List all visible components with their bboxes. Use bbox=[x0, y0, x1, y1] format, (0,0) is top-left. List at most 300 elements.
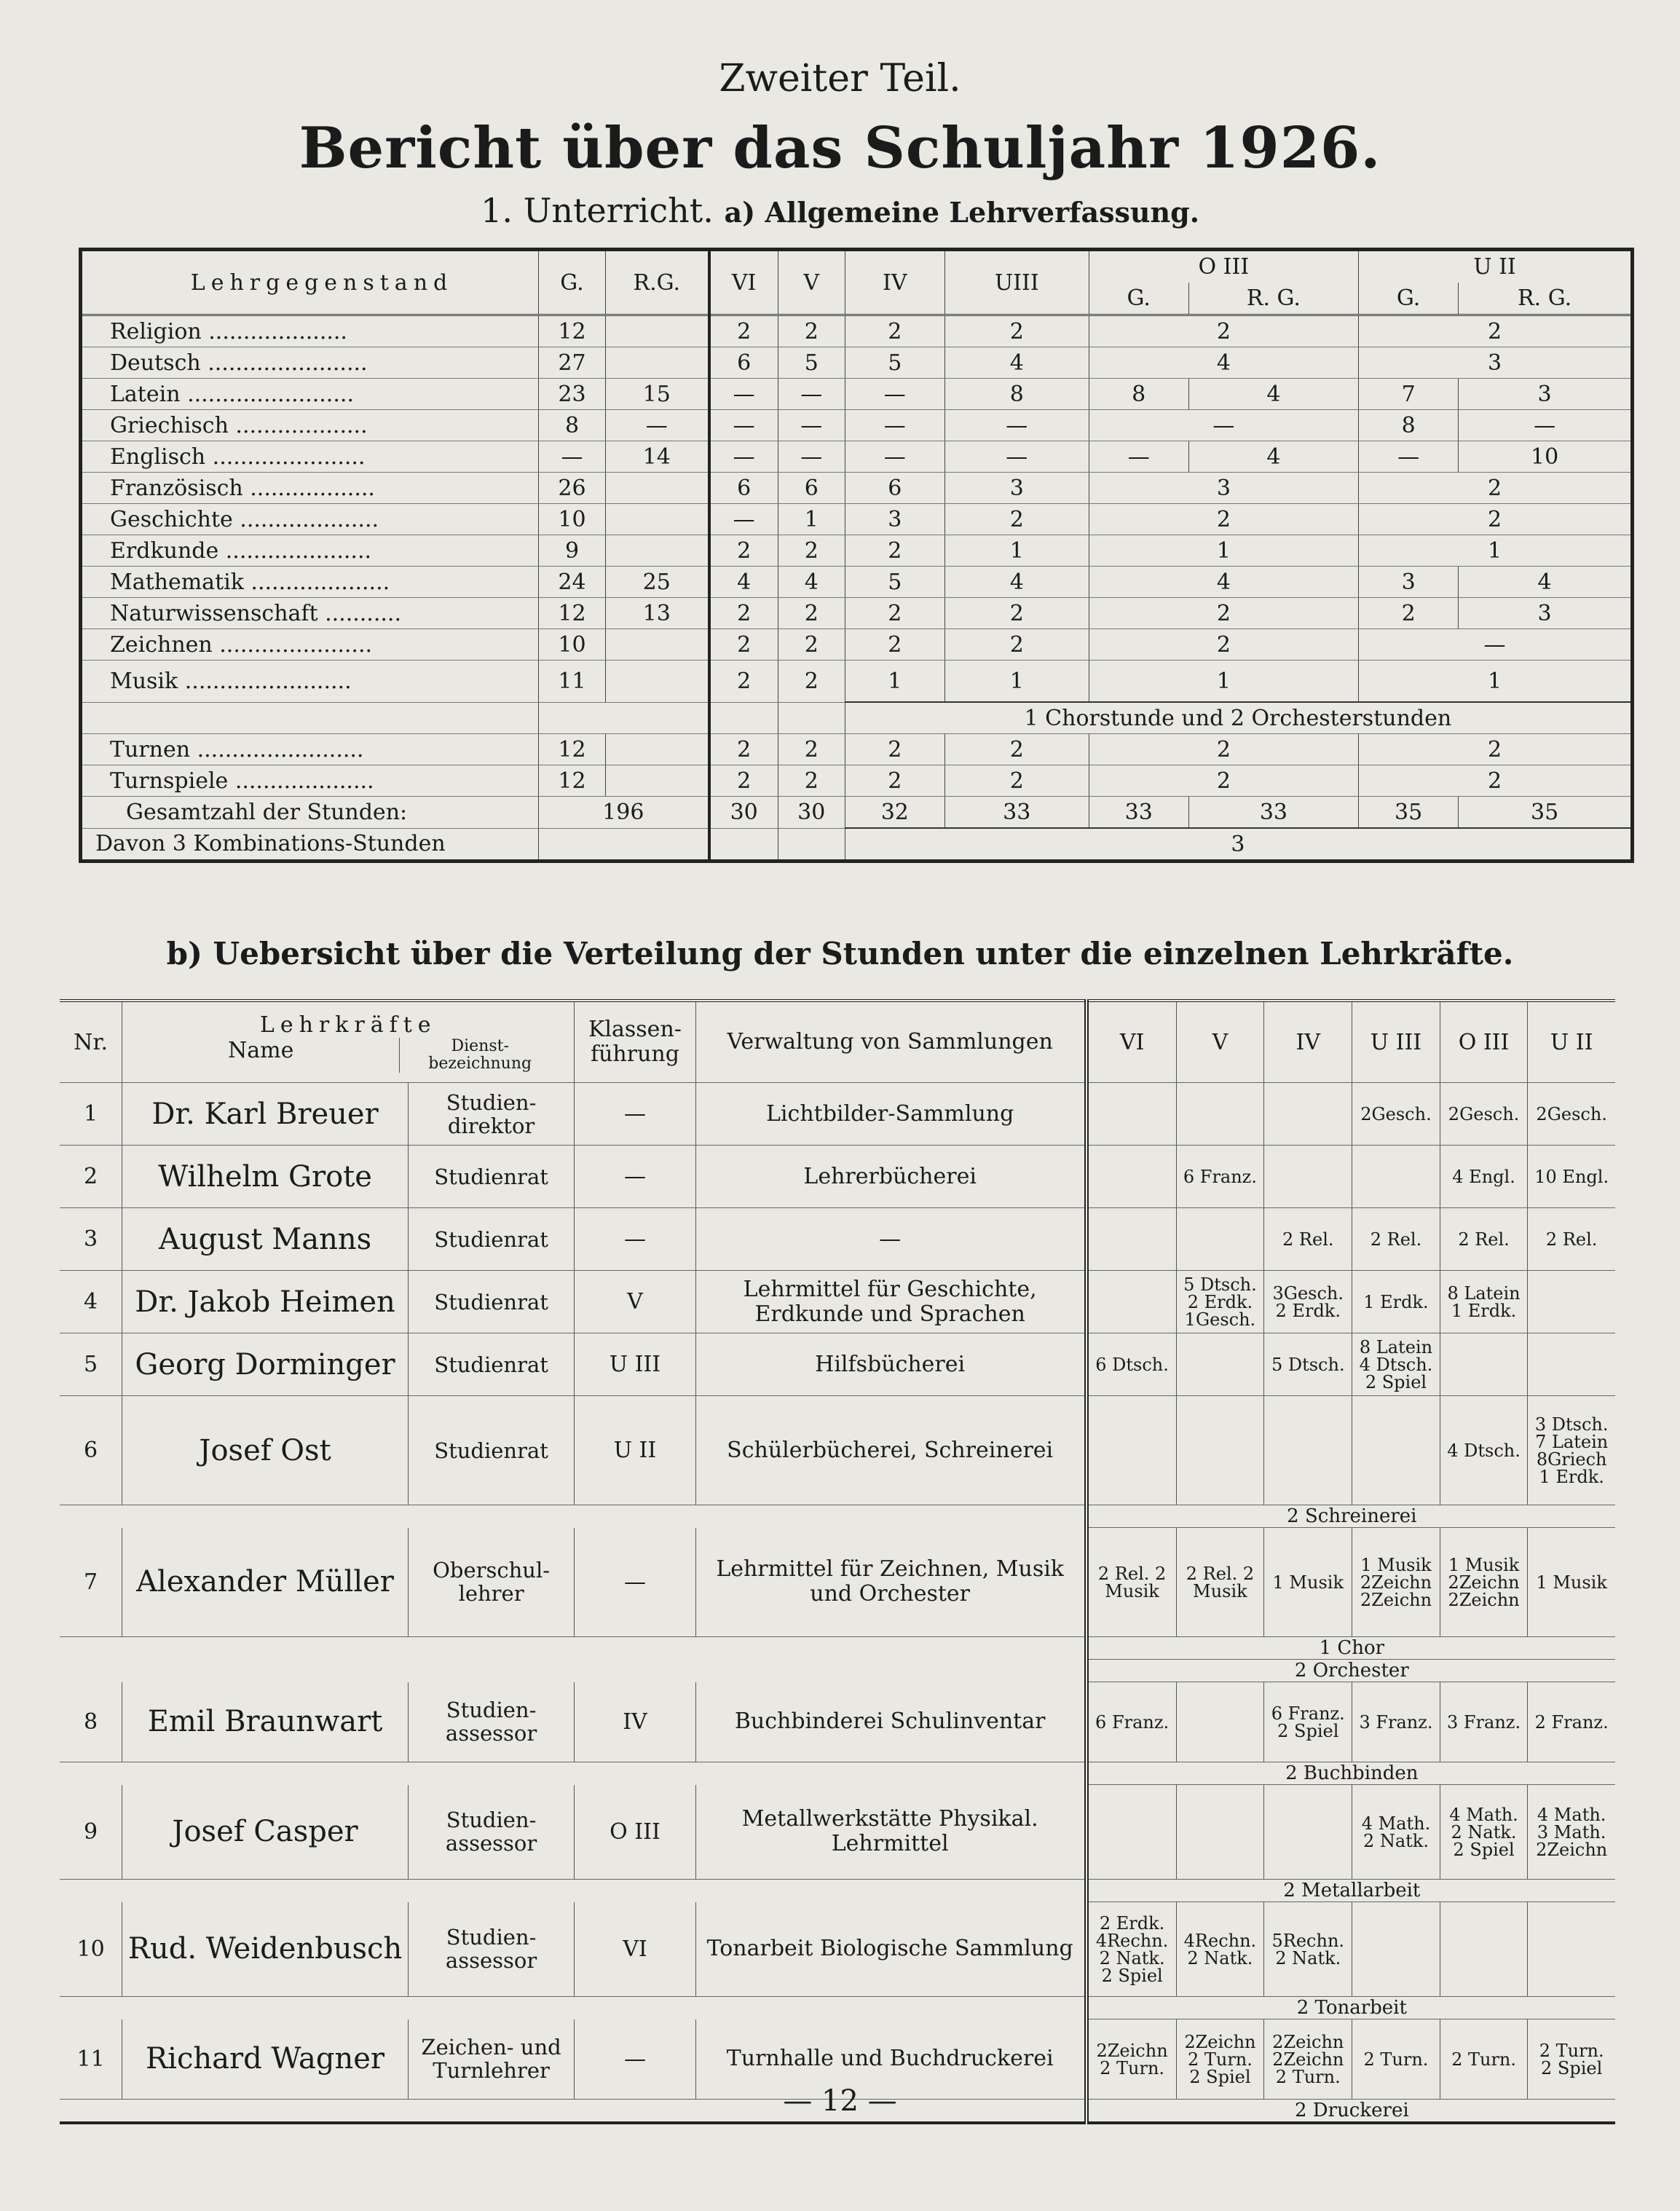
cell-uii_g: 1 bbox=[1359, 535, 1633, 567]
cell-vi bbox=[1087, 1396, 1176, 1505]
cell-rank: Studienrat bbox=[408, 1146, 574, 1208]
cell-iv: — bbox=[845, 410, 944, 441]
cell-g: — bbox=[539, 441, 606, 473]
cell-oiii bbox=[1440, 1902, 1528, 1997]
cell-subject: Latein ........................ bbox=[81, 379, 539, 410]
cell-g: 12 bbox=[539, 315, 606, 347]
cell-iv: 3Gesch. 2 Erdk. bbox=[1264, 1271, 1352, 1333]
cell-uiii: 2 bbox=[944, 629, 1089, 661]
cell-cls: — bbox=[575, 1146, 695, 1208]
cell-name: Dr. Karl Breuer bbox=[122, 1083, 409, 1146]
cell-uii_rg: 3 bbox=[1459, 598, 1633, 629]
cell-vi: 2 bbox=[709, 535, 778, 567]
cell-nr: 4 bbox=[60, 1271, 122, 1333]
cell-uii: 3 Dtsch. 7 Latein 8Griech 1 Erdk. bbox=[1528, 1396, 1615, 1505]
cell-cls: — bbox=[575, 1083, 695, 1146]
cell-uii_rg: — bbox=[1459, 410, 1633, 441]
cell-name: Rud. Weidenbusch bbox=[122, 1902, 409, 1997]
cell-v: 2Zeichn 2 Turn. 2 Spiel bbox=[1176, 2019, 1264, 2100]
teacher-body bbox=[60, 1083, 1615, 2124]
cell-uiii: 4 bbox=[944, 347, 1089, 379]
cell-uii: 1 Musik bbox=[1528, 1528, 1615, 1637]
col-uii: U II bbox=[1359, 250, 1633, 283]
group-note-row bbox=[60, 1660, 1615, 1682]
subject-row bbox=[81, 315, 1633, 347]
teacher-row bbox=[60, 1396, 1615, 1505]
cell-uiii: 1 Erdk. bbox=[1352, 1271, 1440, 1333]
cell-uii: 2 Rel. bbox=[1528, 1208, 1615, 1271]
cell-subject: Griechisch ................... bbox=[81, 410, 539, 441]
cell-nr: 1 bbox=[60, 1083, 122, 1146]
col-iv: IV bbox=[845, 250, 944, 315]
cell-iv: 6 Franz. 2 Spiel bbox=[1264, 1682, 1352, 1762]
cell-vi: 2 Rel. 2 Musik bbox=[1087, 1528, 1176, 1637]
cell-uiii: 2Gesch. bbox=[1352, 1083, 1440, 1146]
cell-oiii: 4 Engl. bbox=[1440, 1146, 1528, 1208]
cell-nr: 2 bbox=[60, 1146, 122, 1208]
curriculum-table bbox=[79, 248, 1634, 863]
cell-coll: Lehrmittel für Geschichte, Erdkunde und Sprachen bbox=[695, 1271, 1087, 1333]
cell-g: 23 bbox=[539, 379, 606, 410]
cell-coll: Tonarbeit Biologische Sammlung bbox=[695, 1902, 1087, 1997]
cell-v: 2 bbox=[778, 629, 845, 661]
sub-uii-rg: R. G. bbox=[1459, 283, 1633, 315]
col-b-oiii: O III bbox=[1440, 1001, 1528, 1083]
cell-vi: 6 Dtsch. bbox=[1087, 1333, 1176, 1396]
cell-uiii: 2 bbox=[944, 598, 1089, 629]
total-g: 196 bbox=[539, 797, 709, 829]
group-note: 1 Chor bbox=[1087, 1637, 1615, 1660]
cell-uii_rg: 10 bbox=[1459, 441, 1633, 473]
cell-cls: IV bbox=[575, 1682, 695, 1762]
cell-vi bbox=[1087, 1208, 1176, 1271]
cell-vi: 2 bbox=[709, 661, 778, 703]
cell-iv: 5 Dtsch. bbox=[1264, 1333, 1352, 1396]
group-note: 2 Metallarbeit bbox=[1087, 1880, 1615, 1902]
cell-v: 2 bbox=[778, 734, 845, 765]
cell-v: 2 Rel. 2 Musik bbox=[1176, 1528, 1264, 1637]
cell-v: 6 bbox=[778, 473, 845, 504]
cell-vi: 4 bbox=[709, 567, 778, 598]
subject-row bbox=[81, 567, 1633, 598]
subject-row bbox=[81, 661, 1633, 703]
cell-nr: 7 bbox=[60, 1528, 122, 1637]
col-b-iv: IV bbox=[1264, 1001, 1352, 1083]
cell-subject: Deutsch ....................... bbox=[81, 347, 539, 379]
subject-row bbox=[81, 410, 1633, 441]
cell-uiii: 3 bbox=[944, 473, 1089, 504]
combo-row bbox=[81, 828, 1633, 862]
cell-vi bbox=[1087, 1785, 1176, 1880]
cell-coll: — bbox=[695, 1208, 1087, 1271]
cell-nr: 8 bbox=[60, 1682, 122, 1762]
cell-uii_g: — bbox=[1359, 629, 1633, 661]
cell-v: 4 bbox=[778, 567, 845, 598]
col-b-uiii: U III bbox=[1352, 1001, 1440, 1083]
cell-nr: 3 bbox=[60, 1208, 122, 1271]
cell-nr: 9 bbox=[60, 1785, 122, 1880]
cell-iv bbox=[1264, 1785, 1352, 1880]
cell-uiii bbox=[1352, 1396, 1440, 1505]
cell-uii: 2 Franz. bbox=[1528, 1682, 1615, 1762]
cell-oiii_g: 1 bbox=[1089, 535, 1358, 567]
cell-oiii_g: 4 bbox=[1089, 567, 1358, 598]
total-uii-g: 35 bbox=[1359, 797, 1459, 829]
cell-uiii: 2 bbox=[944, 504, 1089, 535]
col-cls: Klassen-führung bbox=[575, 1001, 695, 1083]
cell-oiii_g: 8 bbox=[1089, 379, 1188, 410]
cell-coll: Hilfsbücherei bbox=[695, 1333, 1087, 1396]
cell-oiii_g: — bbox=[1089, 410, 1358, 441]
cell-iv: 5Rechn. 2 Natk. bbox=[1264, 1902, 1352, 1997]
cell-v bbox=[1176, 1396, 1264, 1505]
cell-rg bbox=[605, 765, 709, 797]
cell-vi: 2 Erdk. 4Rechn. 2 Natk. 2 Spiel bbox=[1087, 1902, 1176, 1997]
lehrkraefte-label: Lehrkräfte bbox=[259, 1012, 437, 1038]
cell-iv: 2 bbox=[845, 598, 944, 629]
cell-uii_g: 2 bbox=[1359, 734, 1633, 765]
cell-v bbox=[1176, 1682, 1264, 1762]
subject-row bbox=[81, 379, 1633, 410]
section-a-heading: a) Allgemeine Lehrverfassung. bbox=[724, 196, 1199, 229]
music-note: 1 Chorstunde und 2 Orchesterstunden bbox=[845, 702, 1632, 734]
cell-rank: Studien-direktor bbox=[408, 1083, 574, 1146]
cell-uii_g: — bbox=[1359, 441, 1459, 473]
cell-uiii: 4 bbox=[944, 567, 1089, 598]
cell-oiii: 3 Franz. bbox=[1440, 1682, 1528, 1762]
group-note: 2 Orchester bbox=[1087, 1660, 1615, 1682]
cell-g: 11 bbox=[539, 661, 606, 703]
sub-oiii-g: G. bbox=[1089, 283, 1188, 315]
cell-coll: Schülerbücherei, Schreinerei bbox=[695, 1396, 1087, 1505]
cell-g: 8 bbox=[539, 410, 606, 441]
cell-oiii_g: 2 bbox=[1089, 629, 1358, 661]
teacher-row bbox=[60, 1785, 1615, 1880]
cell-subject: Erdkunde ..................... bbox=[81, 535, 539, 567]
col-nr: Nr. bbox=[60, 1001, 122, 1083]
cell-subject: Zeichnen ...................... bbox=[81, 629, 539, 661]
cell-g: 26 bbox=[539, 473, 606, 504]
subject-row bbox=[81, 347, 1633, 379]
cell-uii: 2Gesch. bbox=[1528, 1083, 1615, 1146]
cell-coll: Buchbinderei Schulinventar bbox=[695, 1682, 1087, 1762]
teacher-row bbox=[60, 1528, 1615, 1637]
group-note-row bbox=[60, 1762, 1615, 1785]
cell-uii_g: 2 bbox=[1359, 504, 1633, 535]
cell-nr: 11 bbox=[60, 2019, 122, 2100]
cell-vi: 2 bbox=[709, 598, 778, 629]
cell-coll: Lichtbilder-Sammlung bbox=[695, 1083, 1087, 1146]
cell-oiii_g: 2 bbox=[1089, 504, 1358, 535]
teacher-row bbox=[60, 1682, 1615, 1762]
cell-vi bbox=[1087, 1083, 1176, 1146]
cell-rg bbox=[605, 629, 709, 661]
cell-name: Dr. Jakob Heimen bbox=[122, 1271, 409, 1333]
cell-oiii bbox=[1440, 1333, 1528, 1396]
teacher-row bbox=[60, 1333, 1615, 1396]
sub-uii-g: G. bbox=[1359, 283, 1459, 315]
cell-name: Josef Casper bbox=[122, 1785, 409, 1880]
cell-coll: Turnhalle und Buchdruckerei bbox=[695, 2019, 1087, 2100]
cell-oiii_g: 1 bbox=[1089, 661, 1358, 703]
cell-uii_rg: 4 bbox=[1459, 567, 1633, 598]
cell-g: 10 bbox=[539, 504, 606, 535]
teacher-table bbox=[60, 999, 1615, 2124]
cell-vi: 2 bbox=[709, 765, 778, 797]
cell-subject: Religion .................... bbox=[81, 315, 539, 347]
cell-vi: 2 bbox=[709, 734, 778, 765]
cell-uii_g: 2 bbox=[1359, 598, 1459, 629]
section-b-heading: b) Uebersicht über die Verteilung der Stunden unter die einzelnen Lehrkräfte. bbox=[166, 936, 1514, 972]
cell-iv: 5 bbox=[845, 567, 944, 598]
cell-v: 2 bbox=[778, 598, 845, 629]
cell-cls: — bbox=[575, 1208, 695, 1271]
cell-subject: Englisch ...................... bbox=[81, 441, 539, 473]
cell-vi: 6 Franz. bbox=[1087, 1682, 1176, 1762]
col-subject: Lehrgegenstand bbox=[81, 250, 539, 315]
cell-uii_g: 7 bbox=[1359, 379, 1459, 410]
cell-v: 6 Franz. bbox=[1176, 1146, 1264, 1208]
cell-v bbox=[1176, 1785, 1264, 1880]
cell-rank: Studien-assessor bbox=[408, 1785, 574, 1880]
cell-iv: 2 bbox=[845, 535, 944, 567]
cell-v: — bbox=[778, 441, 845, 473]
cell-rg: 25 bbox=[605, 567, 709, 598]
col-b-vi: VI bbox=[1087, 1001, 1176, 1083]
cell-cls: U II bbox=[575, 1396, 695, 1505]
cell-uii_g: 3 bbox=[1359, 347, 1633, 379]
subject-row bbox=[81, 441, 1633, 473]
cell-iv: 2 bbox=[845, 734, 944, 765]
cell-rg bbox=[605, 734, 709, 765]
cell-iv bbox=[1264, 1396, 1352, 1505]
cell-v: 2 bbox=[778, 765, 845, 797]
cell-uiii: — bbox=[944, 410, 1089, 441]
cell-iv: 2Zeichn 2Zeichn 2 Turn. bbox=[1264, 2019, 1352, 2100]
teacher-row bbox=[60, 1208, 1615, 1271]
cell-v: — bbox=[778, 379, 845, 410]
cell-coll: Lehrerbücherei bbox=[695, 1146, 1087, 1208]
combo-label: Davon 3 Kombinations-Stunden bbox=[81, 828, 539, 862]
subject-row bbox=[81, 598, 1633, 629]
cell-v: — bbox=[778, 410, 845, 441]
cell-rg bbox=[605, 535, 709, 567]
cell-vi: 2 bbox=[709, 315, 778, 347]
cell-iv: 2 bbox=[845, 765, 944, 797]
section-prefix: 1. Unterricht. bbox=[481, 191, 714, 230]
cell-uii: 2 Turn. 2 Spiel bbox=[1528, 2019, 1615, 2100]
cell-g: 12 bbox=[539, 734, 606, 765]
cell-v bbox=[1176, 1333, 1264, 1396]
cell-v: 5 Dtsch. 2 Erdk. 1Gesch. bbox=[1176, 1271, 1264, 1333]
cell-g: 10 bbox=[539, 629, 606, 661]
cell-uiii: 1 bbox=[944, 535, 1089, 567]
cell-oiii: 2 Turn. bbox=[1440, 2019, 1528, 2100]
cell-oiii: 1 Musik 2Zeichn 2Zeichn bbox=[1440, 1528, 1528, 1637]
teacher-row bbox=[60, 1902, 1615, 1997]
group-note-row bbox=[60, 1505, 1615, 1528]
cell-uiii: — bbox=[944, 441, 1089, 473]
cell-g: 9 bbox=[539, 535, 606, 567]
col-rank: Dienst-bezeichnung bbox=[399, 1038, 560, 1073]
subject-row bbox=[81, 473, 1633, 504]
cell-uii_g: 2 bbox=[1359, 473, 1633, 504]
cell-vi bbox=[1087, 1271, 1176, 1333]
combo-value: 3 bbox=[845, 828, 1632, 862]
cell-uiii: 8 Latein 4 Dtsch. 2 Spiel bbox=[1352, 1333, 1440, 1396]
cell-iv: 2 Rel. bbox=[1264, 1208, 1352, 1271]
cell-iv: 5 bbox=[845, 347, 944, 379]
part-heading: Zweiter Teil. bbox=[719, 57, 961, 100]
cell-coll: Lehrmittel für Zeichnen, Musik und Orchester bbox=[695, 1528, 1087, 1637]
cell-iv: — bbox=[845, 379, 944, 410]
cell-iv bbox=[1264, 1146, 1352, 1208]
group-note-row bbox=[60, 1880, 1615, 1902]
cell-vi bbox=[1087, 1146, 1176, 1208]
total-oiii-g: 33 bbox=[1089, 797, 1188, 829]
music-note-row bbox=[81, 702, 1633, 734]
cell-name: Georg Dorminger bbox=[122, 1333, 409, 1396]
cell-uiii: 4 Math. 2 Natk. bbox=[1352, 1785, 1440, 1880]
cell-uiii bbox=[1352, 1146, 1440, 1208]
cell-uii_g: 2 bbox=[1359, 765, 1633, 797]
col-oiii: O III bbox=[1089, 250, 1358, 283]
cell-rank: Studienrat bbox=[408, 1271, 574, 1333]
cell-uii_g: 8 bbox=[1359, 410, 1459, 441]
cell-cls: O III bbox=[575, 1785, 695, 1880]
cell-subject: Turnen ........................ bbox=[81, 734, 539, 765]
cell-uii_g: 1 bbox=[1359, 661, 1633, 703]
cell-g: 27 bbox=[539, 347, 606, 379]
cell-uiii: 2 Turn. bbox=[1352, 2019, 1440, 2100]
cell-oiii_rg: 4 bbox=[1188, 441, 1358, 473]
sub-oiii-rg: R. G. bbox=[1188, 283, 1358, 315]
group-note-row bbox=[60, 1637, 1615, 1660]
cell-v: 1 bbox=[778, 504, 845, 535]
cell-subject: Naturwissenschaft ........... bbox=[81, 598, 539, 629]
cell-uii_rg: 3 bbox=[1459, 379, 1633, 410]
cell-vi: — bbox=[709, 441, 778, 473]
cell-oiii_g: 2 bbox=[1089, 315, 1358, 347]
cell-uiii: 1 Musik 2Zeichn 2Zeichn bbox=[1352, 1528, 1440, 1637]
cell-g: 12 bbox=[539, 598, 606, 629]
subject-row bbox=[81, 765, 1633, 797]
cell-rank: Oberschul-lehrer bbox=[408, 1528, 574, 1637]
cell-uiii: 2 bbox=[944, 765, 1089, 797]
cell-nr: 10 bbox=[60, 1902, 122, 1997]
cell-v: 2 bbox=[778, 315, 845, 347]
cell-uii: 10 Engl. bbox=[1528, 1146, 1615, 1208]
col-v: V bbox=[778, 250, 845, 315]
cell-nr: 6 bbox=[60, 1396, 122, 1505]
cell-subject: Geschichte .................... bbox=[81, 504, 539, 535]
cell-g: 12 bbox=[539, 765, 606, 797]
cell-iv: 2 bbox=[845, 315, 944, 347]
cell-v bbox=[1176, 1208, 1264, 1271]
subject-row bbox=[81, 535, 1633, 567]
total-label: Gesamtzahl der Stunden: bbox=[81, 797, 539, 829]
cell-subject: Turnspiele .................... bbox=[81, 765, 539, 797]
total-vi: 30 bbox=[709, 797, 778, 829]
cell-rg: — bbox=[605, 410, 709, 441]
col-name: Name bbox=[228, 1037, 294, 1063]
cell-vi: 6 bbox=[709, 473, 778, 504]
cell-oiii: 4 Dtsch. bbox=[1440, 1396, 1528, 1505]
cell-vi: 2 bbox=[709, 629, 778, 661]
cell-uii bbox=[1528, 1271, 1615, 1333]
cell-iv: 1 bbox=[845, 661, 944, 703]
cell-subject: Mathematik .................... bbox=[81, 567, 539, 598]
cell-vi: — bbox=[709, 379, 778, 410]
cell-uii bbox=[1528, 1333, 1615, 1396]
col-vi: VI bbox=[709, 250, 778, 315]
col-g: G. bbox=[539, 250, 606, 315]
cell-v: 4Rechn. 2 Natk. bbox=[1176, 1902, 1264, 1997]
cell-vi: — bbox=[709, 504, 778, 535]
col-b-uii: U II bbox=[1528, 1001, 1615, 1083]
group-note: 2 Tonarbeit bbox=[1087, 1997, 1615, 2019]
cell-oiii: 4 Math. 2 Natk. 2 Spiel bbox=[1440, 1785, 1528, 1880]
cell-v: 2 bbox=[778, 535, 845, 567]
col-rg: R.G. bbox=[605, 250, 709, 315]
cell-oiii_g: 4 bbox=[1089, 347, 1358, 379]
cell-oiii_rg: 4 bbox=[1188, 379, 1358, 410]
total-v: 30 bbox=[778, 797, 845, 829]
subject-row bbox=[81, 629, 1633, 661]
cell-oiii: 2Gesch. bbox=[1440, 1083, 1528, 1146]
cell-name: Emil Braunwart bbox=[122, 1682, 409, 1762]
cell-rg bbox=[605, 473, 709, 504]
col-b-v: V bbox=[1176, 1001, 1264, 1083]
section-heading bbox=[0, 191, 1680, 230]
cell-rg: 15 bbox=[605, 379, 709, 410]
cell-uii: 4 Math. 3 Math. 2Zeichn bbox=[1528, 1785, 1615, 1880]
cell-uii_g: 3 bbox=[1359, 567, 1459, 598]
cell-rg: 14 bbox=[605, 441, 709, 473]
group-note-row bbox=[60, 1997, 1615, 2019]
col-uiii: UIII bbox=[944, 250, 1089, 315]
cell-nr: 5 bbox=[60, 1333, 122, 1396]
cell-subject: Musik ........................ bbox=[81, 661, 539, 703]
cell-name: August Manns bbox=[122, 1208, 409, 1271]
teacher-row bbox=[60, 1083, 1615, 1146]
cell-v: 5 bbox=[778, 347, 845, 379]
cell-subject: Französisch .................. bbox=[81, 473, 539, 504]
cell-iv: 2 bbox=[845, 629, 944, 661]
cell-vi: 6 bbox=[709, 347, 778, 379]
total-uiii: 33 bbox=[944, 797, 1089, 829]
cell-uiii: 3 Franz. bbox=[1352, 1682, 1440, 1762]
cell-name: Josef Ost bbox=[122, 1396, 409, 1505]
group-note: 2 Druckerei bbox=[1087, 2100, 1615, 2124]
cell-oiii_g: — bbox=[1089, 441, 1188, 473]
cell-rank: Studienrat bbox=[408, 1208, 574, 1271]
cell-g: 24 bbox=[539, 567, 606, 598]
cell-uiii: 2 bbox=[944, 315, 1089, 347]
cell-cls: U III bbox=[575, 1333, 695, 1396]
cell-oiii_g: 2 bbox=[1089, 765, 1358, 797]
cell-uiii: 2 Rel. bbox=[1352, 1208, 1440, 1271]
cell-cls: — bbox=[575, 1528, 695, 1637]
cell-rank: Studien-assessor bbox=[408, 1902, 574, 1997]
total-iv: 32 bbox=[845, 797, 944, 829]
col-coll: Verwaltung von Sammlungen bbox=[695, 1001, 1087, 1083]
cell-oiii: 2 Rel. bbox=[1440, 1208, 1528, 1271]
cell-cls: V bbox=[575, 1271, 695, 1333]
cell-rg bbox=[605, 504, 709, 535]
curriculum-body bbox=[81, 315, 1633, 797]
teacher-row bbox=[60, 1271, 1615, 1333]
